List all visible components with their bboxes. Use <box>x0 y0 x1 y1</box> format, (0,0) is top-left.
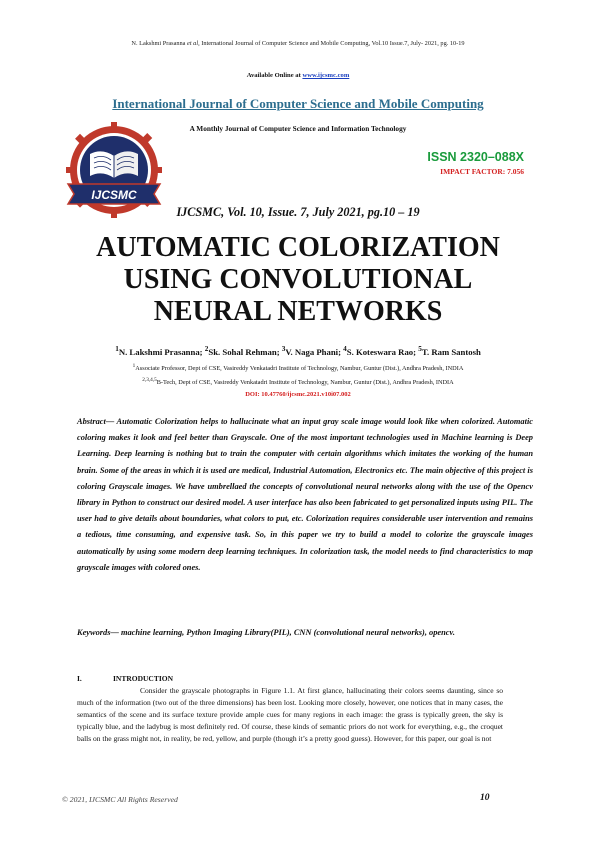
section-title: INTRODUCTION <box>113 674 174 683</box>
affiliation-2 <box>0 377 596 386</box>
abstract-label: Abstract— <box>77 417 117 426</box>
author-name: V. Naga Phani; <box>285 346 344 357</box>
logo-text: IJCSMC <box>91 188 137 202</box>
author-sup: 5 <box>418 345 422 353</box>
introduction-text: Consider the grayscale photographs in Figure 1.1. At first glance, hallucinating their colors seems daunting, since so much of the information (two out of the three dimensions) has been lost. Looking more closely, however, one notices that in many cases, the semantics of the scene and its surface texture provide ample cues for many regions in each image: the grass is typically green, the sky is typically blue, and the ladybug is most definitely red. Of course, these kinds of semantic priors do not work for everything, e.g., the croquet balls on the grass might not, in reality, be red, yellow, and purple (though it’s a pretty good guess). However, for this paper, our goal is not <box>77 686 503 743</box>
available-prefix: Available Online at <box>246 72 303 79</box>
author-name: Sk. Sohal Rehman; <box>208 346 282 357</box>
affiliation-1-text: Associate Professor, Dept of CSE, Vasireddy Venkatadri Institute of Technology, Nambur, Guntur (Dist.), Andhra Pradesh, INDIA <box>135 365 464 373</box>
doi[interactable]: DOI: 10.47760/ijcsmc.2021.v10i07.002 <box>245 391 351 398</box>
running-head-rest: , International Journal of Computer Science and Mobile Computing, Vol.10 Issue.7, July- 2021, pg. 10-19 <box>198 40 465 47</box>
abstract-text: Automatic Colorization helps to hallucinate what an input gray scale image would look like when colorized. Automatic coloring makes it look and feel better than Grayscale. One of the most important technologies used in Machine learning is Deep Learning. Deep learning is nothing but to train the computer with certain algorithms which imitates the working of the human brain. Some of the areas in which it is used are medical, Industrial Automation, Electronics etc. The main objective of this project is coloring Grayscale images. We have umbrellaed the concepts of convolutional neural networks along with the use of the Opencv library in Python to construct our desired model. A user interface has also been fabricated to get personalized inputs using PIL. The user had to give details about boundaries, what colors to put, etc. Colorization requires considerable user intervention and remains a tedious, time consuming, and expensive task. So, in this paper we try to build a model to colorize the grayscale images automatically by using some modern deep learning techniques. In colorization task, the model needs to find characteristics to map grayscale images with colored ones. <box>77 417 533 572</box>
abstract <box>77 414 533 576</box>
section-number: I. <box>77 674 82 683</box>
paper-title-line-2: USING CONVOLUTIONAL <box>123 264 473 295</box>
affiliation-1 <box>0 363 596 372</box>
author-sup: 4 <box>343 345 347 353</box>
author-sup: 1 <box>115 345 119 353</box>
author-sup: 3 <box>281 345 286 353</box>
author-name: T. Ram Santosh <box>421 346 481 357</box>
running-head-etal: et al <box>187 40 199 47</box>
journal-website-link[interactable]: www.ijcsmc.com <box>302 72 350 79</box>
issn: ISSN 2320–088X <box>427 150 524 164</box>
paper-title <box>0 232 596 328</box>
journal-title: International Journal of Computer Science and Mobile Computing <box>112 96 484 111</box>
journal-subtitle: A Monthly Journal of Computer Science and Information Technology <box>189 124 407 133</box>
paper-title-line-1: AUTOMATIC COLORIZATION <box>96 232 500 263</box>
author-name: S. Koteswara Rao; <box>346 346 419 357</box>
volume-line: IJCSMC, Vol. 10, Issue. 7, July 2021, pg.10 – 19 <box>176 205 420 219</box>
author-name: N. Lakshmi Prasanna; <box>118 346 205 357</box>
affiliation-2-sup: 2,3,4,5 <box>142 377 157 383</box>
paper-title-line-3: NEURAL NETWORKS <box>153 296 443 327</box>
keywords-text: machine learning, Python Imaging Library(PIL), CNN (convolutional neural networks), opencv. <box>120 628 455 637</box>
author-sup: 2 <box>204 345 209 353</box>
page-number: 10 <box>480 793 490 803</box>
running-head-author: N. Lakshmi Prasanna <box>131 40 188 47</box>
available-online <box>0 72 596 79</box>
keywords-label: Keywords— <box>77 628 121 637</box>
footer-copyright: © 2021, IJCSMC All Rights Reserved <box>62 795 178 804</box>
running-head <box>0 40 596 47</box>
impact-factor: IMPACT FACTOR: 7.056 <box>440 167 524 176</box>
keywords <box>77 625 533 641</box>
affiliation-1-sup: 1 <box>132 363 136 369</box>
affiliation-2-text: B-Tech, Dept of CSE, Vasireddy Venkatadri Institute of Technology, Nambur, Guntur (Dist.), Andhra Pradesh, INDIA <box>156 379 454 387</box>
author-list <box>0 345 596 357</box>
